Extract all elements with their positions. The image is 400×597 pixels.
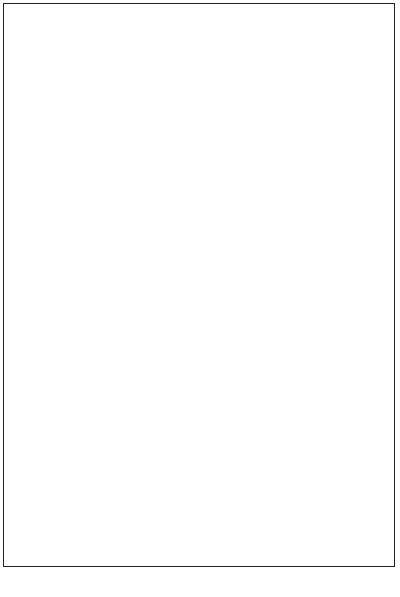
verse-line bbox=[9, 202, 385, 219]
lyric-line bbox=[9, 488, 385, 505]
verse-line bbox=[9, 331, 385, 348]
verse-line bbox=[9, 236, 385, 253]
lyric-line bbox=[9, 471, 385, 488]
text-line bbox=[9, 394, 385, 413]
verse-line bbox=[9, 219, 385, 236]
lyric-line bbox=[9, 580, 385, 597]
song-lyrics-2 bbox=[9, 471, 385, 505]
text-line bbox=[9, 63, 385, 82]
text-line bbox=[9, 177, 385, 196]
song-lyrics-1 bbox=[9, 425, 385, 459]
text-line bbox=[9, 44, 385, 63]
lyric-line bbox=[9, 517, 385, 534]
text-line bbox=[9, 82, 385, 101]
text-line bbox=[9, 375, 385, 394]
intro-paragraph bbox=[9, 6, 385, 196]
verse-line bbox=[9, 287, 385, 304]
verse-line bbox=[9, 304, 385, 321]
text-line bbox=[9, 6, 385, 25]
song-lyrics-4 bbox=[9, 563, 385, 597]
quoted-verse bbox=[9, 202, 385, 321]
verse-line bbox=[9, 253, 385, 270]
verse-line bbox=[9, 348, 385, 365]
lyric-line bbox=[9, 425, 385, 442]
text-line bbox=[9, 25, 385, 44]
lyric-line bbox=[9, 534, 385, 551]
quoted-verse-closing bbox=[9, 331, 385, 365]
lead-paragraph bbox=[9, 375, 385, 413]
text-line bbox=[9, 158, 385, 177]
text-line bbox=[9, 139, 385, 158]
text-line bbox=[9, 120, 385, 139]
lyric-line bbox=[9, 442, 385, 459]
text-line bbox=[9, 101, 385, 120]
song-lyrics-3 bbox=[9, 517, 385, 551]
verse-line bbox=[9, 270, 385, 287]
document-page bbox=[9, 6, 385, 597]
